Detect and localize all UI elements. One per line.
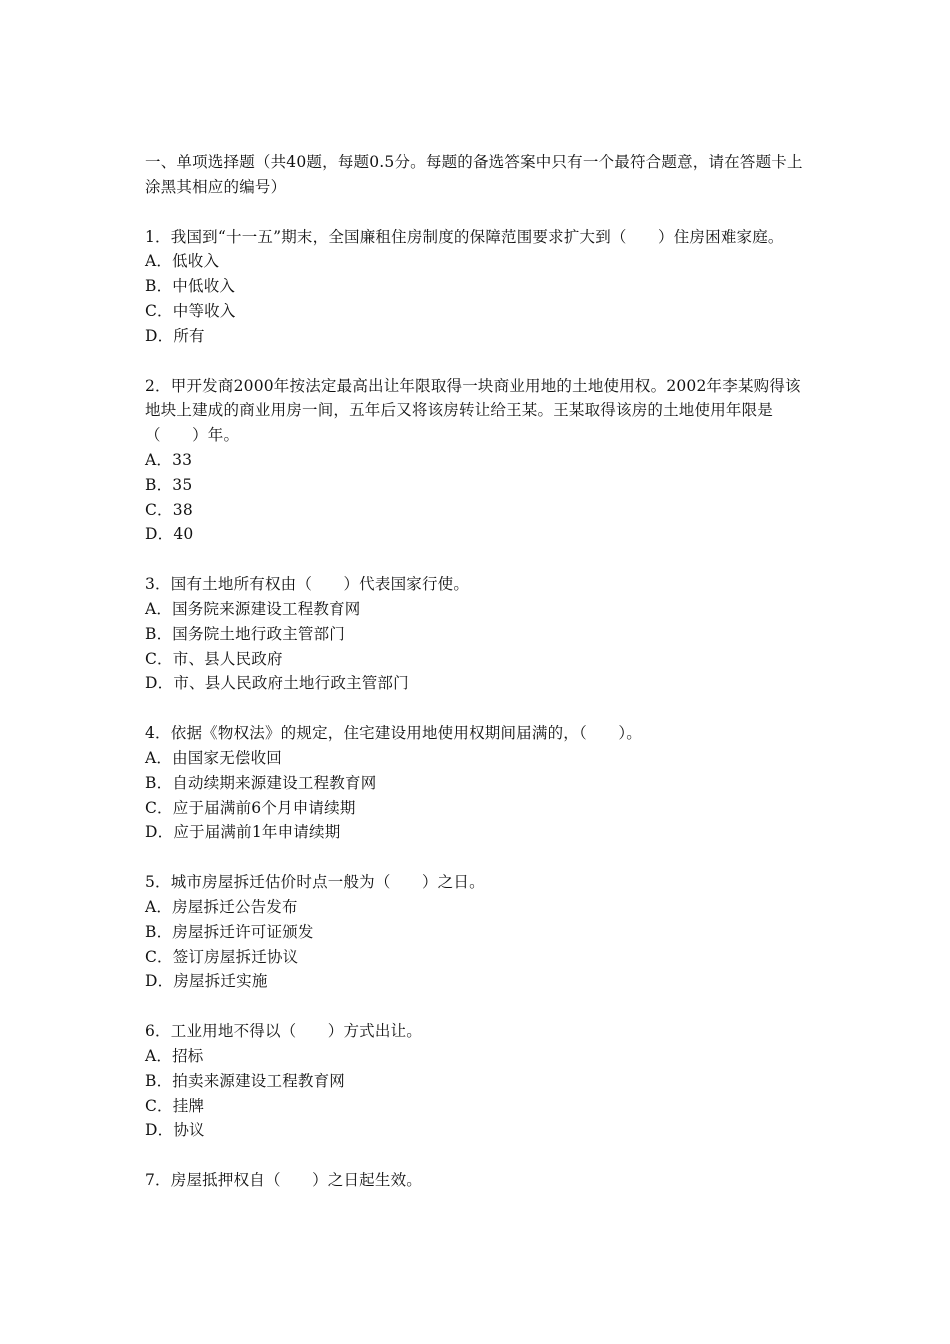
- option-b: [145, 274, 810, 299]
- question-text: 依据《物权法》的规定，住宅建设用地使用权期间届满的，（ ）。: [170, 724, 642, 743]
- option-c: [145, 796, 810, 821]
- question-6: [145, 1019, 810, 1143]
- option-letter: A．: [145, 748, 173, 767]
- question-number: 6．: [145, 1022, 171, 1041]
- question-number: 2．: [145, 376, 171, 395]
- option-text: 市、县人民政府: [172, 649, 283, 668]
- option-text: 低收入: [172, 252, 220, 271]
- option-letter: C．: [145, 947, 173, 966]
- question-stem: [145, 721, 810, 746]
- option-letter: C．: [145, 798, 173, 817]
- option-d: [145, 820, 810, 845]
- option-letter: A．: [145, 450, 173, 469]
- option-a: [145, 746, 810, 771]
- option-letter: B．: [145, 277, 173, 296]
- option-c: [145, 498, 810, 523]
- option-a: [145, 895, 810, 920]
- option-a: [145, 1044, 810, 1069]
- option-text: 应于届满前1年申请续期: [173, 823, 341, 842]
- option-letter: B．: [145, 773, 173, 792]
- option-text: 招标: [172, 1046, 204, 1065]
- question-stem: [145, 1168, 810, 1193]
- option-letter: C．: [145, 1096, 173, 1115]
- option-letter: D．: [145, 972, 174, 991]
- option-text: 中低收入: [172, 277, 236, 296]
- question-stem: [145, 572, 810, 597]
- option-text: 房屋拆迁实施: [173, 972, 268, 991]
- option-letter: B．: [145, 624, 173, 643]
- option-letter: C．: [145, 649, 173, 668]
- option-text: 38: [172, 500, 193, 519]
- question-number: 7．: [145, 1171, 171, 1190]
- question-7: [145, 1168, 810, 1193]
- question-4: [145, 721, 810, 845]
- option-text: 应于届满前6个月申请续期: [172, 798, 356, 817]
- option-c: [145, 299, 810, 324]
- option-b: [145, 473, 810, 498]
- option-d: [145, 1118, 810, 1143]
- question-text: 甲开发商2000年按法定最高出让年限取得一块商业用地的土地使用权。2002年李某购得该地块上建成的商业用房一间，五年后又将该房转让给王某。王某取得该房的土地使用年限是（ ）年。: [145, 376, 801, 445]
- option-letter: D．: [145, 823, 174, 842]
- option-text: 35: [172, 475, 193, 494]
- question-1: [145, 225, 810, 349]
- option-text: 33: [172, 450, 193, 469]
- document-body: [145, 150, 810, 1218]
- question-number: 3．: [145, 575, 171, 594]
- option-letter: A．: [145, 1046, 173, 1065]
- question-text: 房屋抵押权自（ ）之日起生效。: [170, 1171, 422, 1190]
- question-text: 城市房屋拆迁估价时点一般为（ ）之日。: [170, 873, 485, 892]
- option-text: 房屋拆迁公告发布: [172, 897, 298, 916]
- option-text: 所有: [173, 326, 205, 345]
- option-letter: D．: [145, 326, 174, 345]
- question-text: 国有土地所有权由（ ）代表国家行使。: [170, 575, 470, 594]
- option-text: 中等收入: [172, 301, 236, 320]
- option-letter: D．: [145, 525, 174, 544]
- option-letter: A．: [145, 252, 173, 271]
- option-text: 签订房屋拆迁协议: [172, 947, 299, 966]
- question-text: 我国到“十一五”期末，全国廉租住房制度的保障范围要求扩大到（ ）住房困难家庭。: [170, 227, 784, 246]
- option-letter: B．: [145, 922, 173, 941]
- option-a: [145, 249, 810, 274]
- option-c: [145, 647, 810, 672]
- option-text: 协议: [173, 1121, 205, 1140]
- option-text: 市、县人民政府土地行政主管部门: [173, 674, 409, 693]
- option-text: 挂牌: [172, 1096, 205, 1115]
- question-3: [145, 572, 810, 696]
- option-letter: C．: [145, 301, 173, 320]
- question-5: [145, 870, 810, 994]
- option-text: 40: [173, 525, 194, 544]
- option-c: [145, 945, 810, 970]
- option-b: [145, 1069, 810, 1094]
- question-number: 5．: [145, 873, 171, 892]
- option-text: 自动续期来源建设工程教育网: [172, 773, 377, 792]
- question-text: 工业用地不得以（ ）方式出让。: [170, 1022, 422, 1041]
- option-letter: B．: [145, 475, 173, 494]
- question-stem: [145, 870, 810, 895]
- question-number: 4．: [145, 724, 171, 743]
- option-d: [145, 522, 810, 547]
- option-d: [145, 671, 810, 696]
- option-letter: C．: [145, 500, 173, 519]
- question-2: [145, 374, 810, 548]
- option-text: 房屋拆迁许可证颁发: [172, 922, 314, 941]
- option-c: [145, 1094, 810, 1119]
- option-d: [145, 969, 810, 994]
- question-stem: [145, 225, 810, 250]
- question-number: 1．: [145, 227, 171, 246]
- option-letter: A．: [145, 599, 173, 618]
- section-heading: 一、单项选择题（共40题，每题0.5分。每题的备选答案中只有一个最符合题意，请在答题卡上涂黑其相应的编号）: [145, 153, 803, 196]
- option-a: [145, 448, 810, 473]
- option-b: [145, 920, 810, 945]
- option-a: [145, 597, 810, 622]
- option-b: [145, 771, 810, 796]
- option-d: [145, 324, 810, 349]
- option-text: 国务院土地行政主管部门: [172, 624, 345, 643]
- option-letter: D．: [145, 674, 174, 693]
- option-letter: A．: [145, 897, 173, 916]
- option-text: 由国家无偿收回: [172, 748, 282, 767]
- question-stem: [145, 1019, 810, 1044]
- option-text: 国务院来源建设工程教育网: [172, 599, 361, 618]
- option-text: 拍卖来源建设工程教育网: [172, 1071, 345, 1090]
- option-b: [145, 622, 810, 647]
- option-letter: B．: [145, 1071, 173, 1090]
- option-letter: D．: [145, 1121, 174, 1140]
- question-stem: [145, 374, 810, 448]
